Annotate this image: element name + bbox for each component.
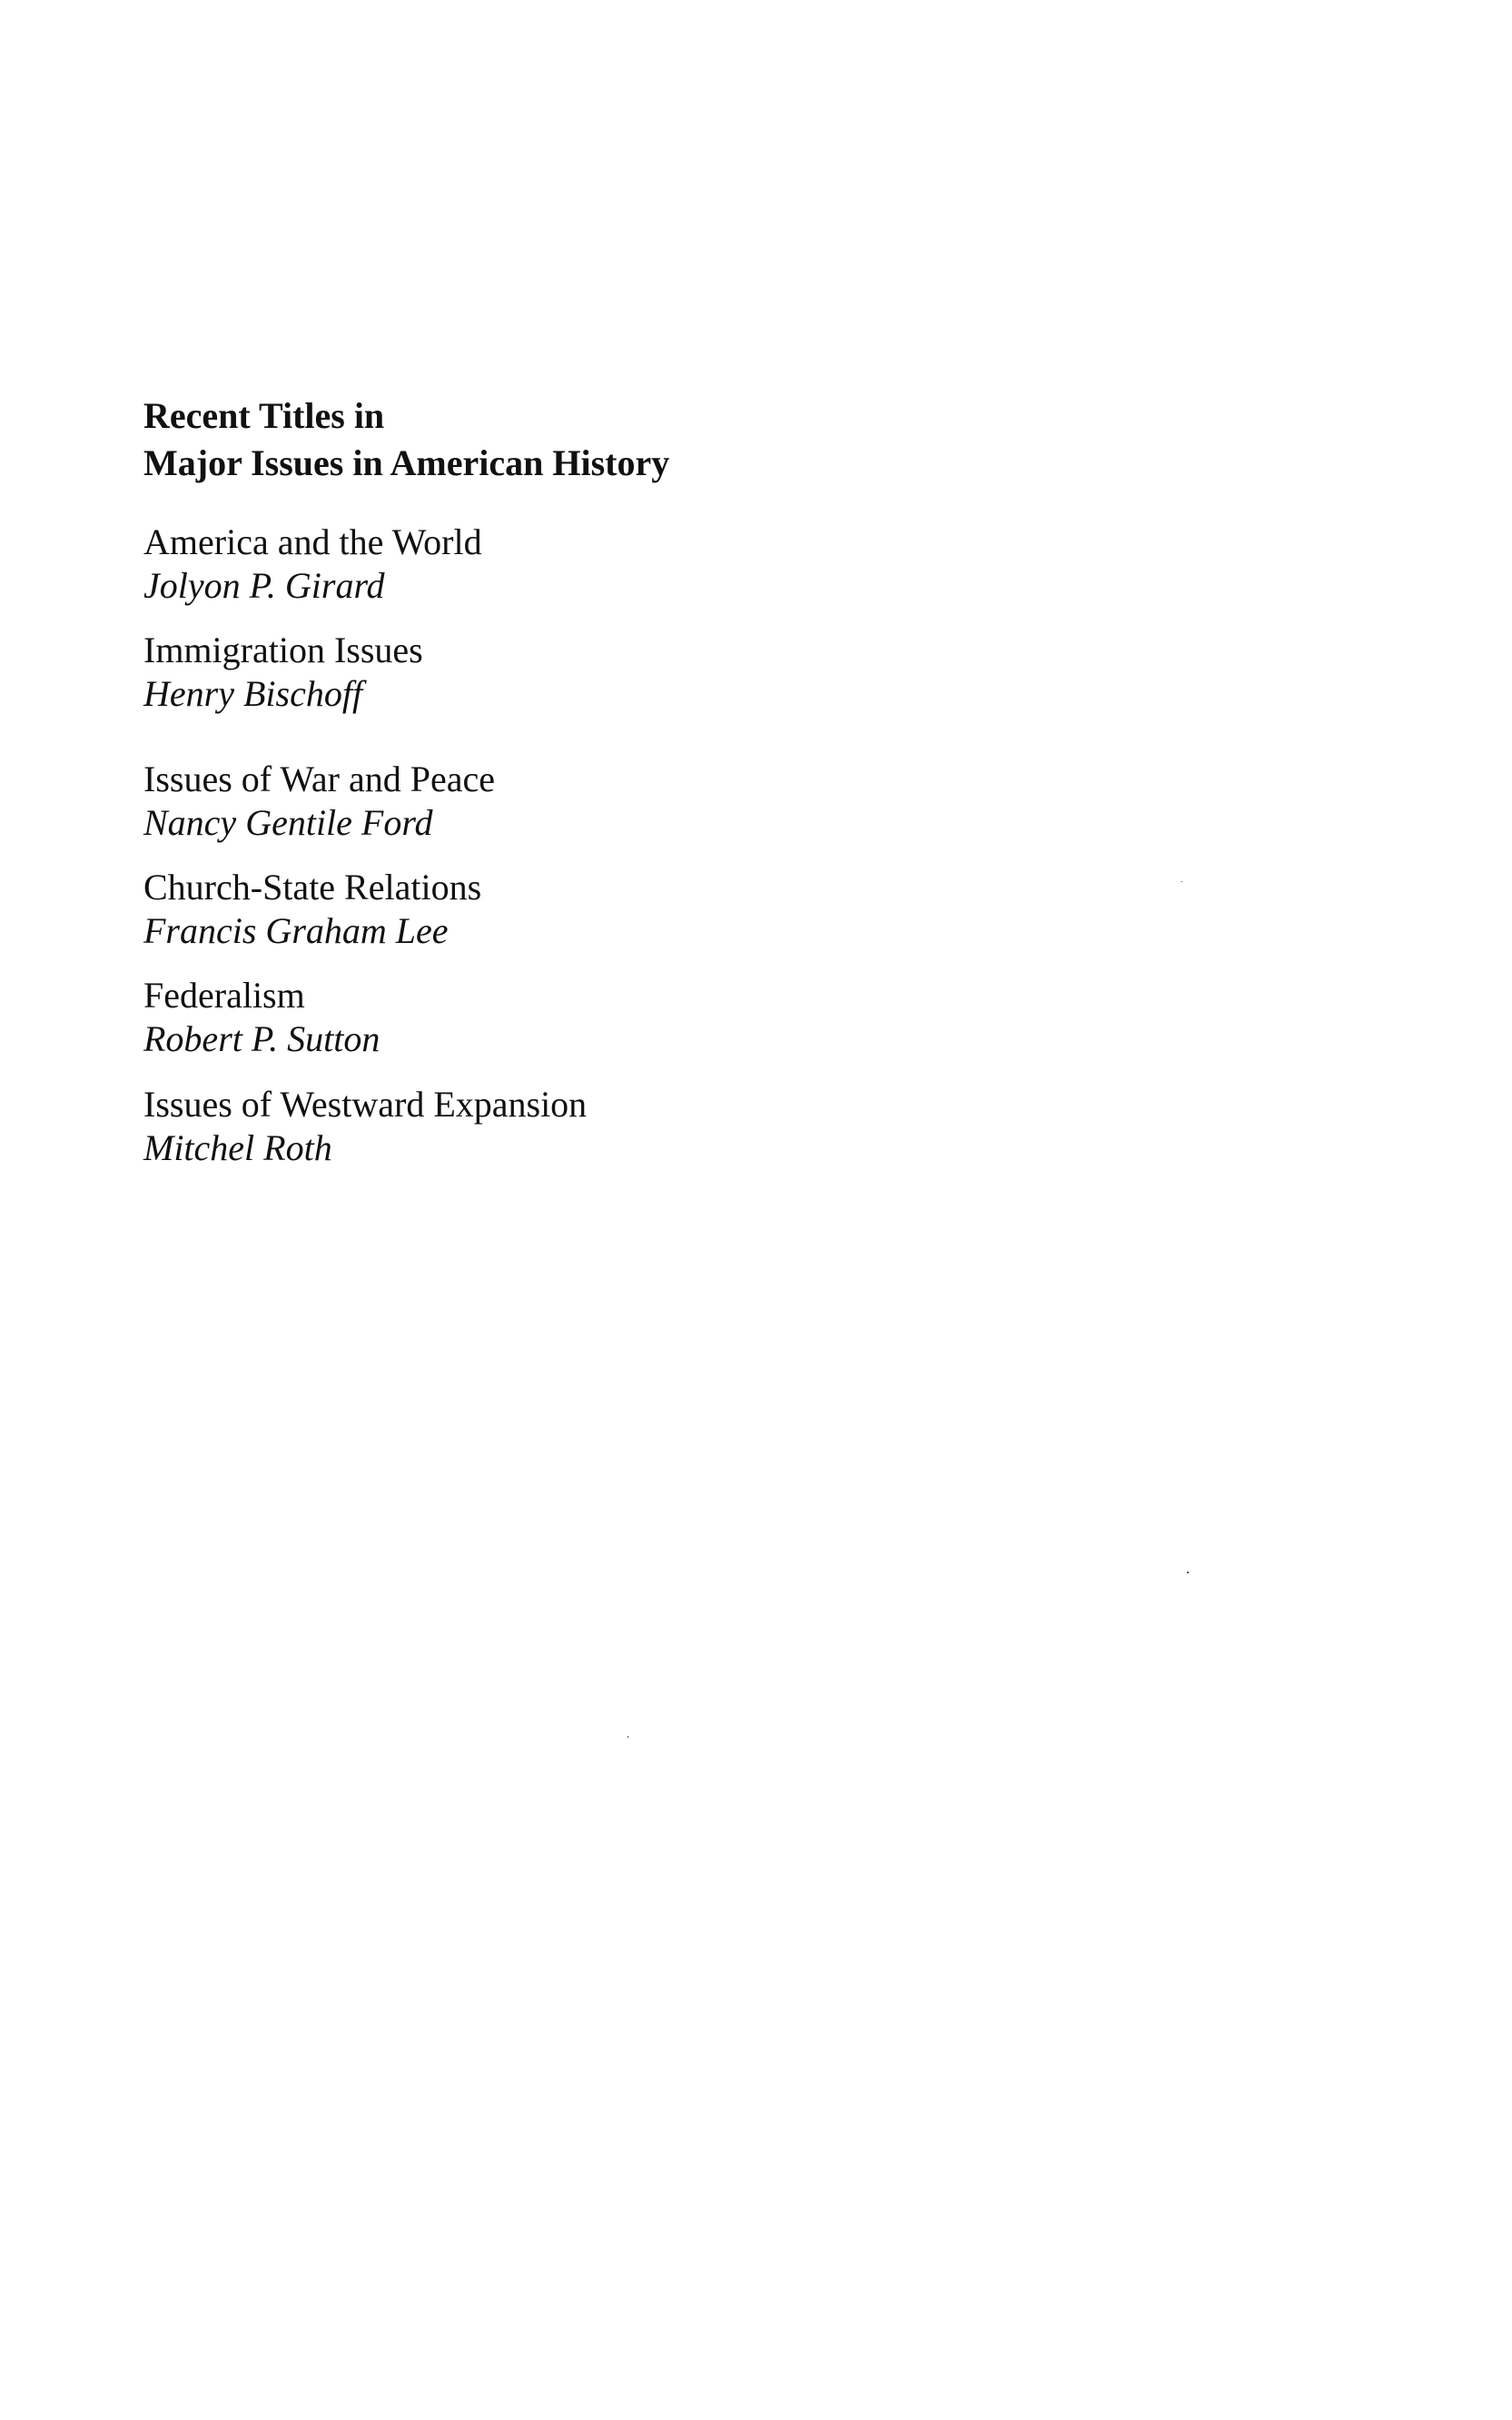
book-title: Immigration Issues	[143, 630, 423, 670]
book-author: Nancy Gentile Ford	[143, 802, 433, 843]
title-entry	[143, 866, 481, 953]
title-entry	[143, 974, 380, 1061]
book-author: Henry Bischoff	[143, 673, 363, 714]
book-title: Church-State Relations	[143, 867, 482, 908]
book-author: Robert P. Sutton	[143, 1018, 380, 1059]
scan-speck	[1181, 881, 1182, 882]
book-author: Mitchel Roth	[143, 1127, 332, 1168]
scan-speck	[1187, 1572, 1189, 1573]
book-title: Issues of War and Peace	[143, 759, 496, 799]
series-heading-line-1: Recent Titles in	[143, 395, 385, 436]
title-entry	[143, 758, 495, 845]
title-entry	[143, 521, 482, 608]
book-title: Issues of Westward Expansion	[143, 1084, 588, 1125]
book-author: Jolyon P. Girard	[143, 565, 385, 606]
book-author: Francis Graham Lee	[143, 910, 449, 951]
series-heading-line-2: Major Issues in American History	[143, 442, 670, 483]
series-heading	[143, 392, 669, 487]
book-title: America and the World	[143, 521, 482, 562]
title-entry	[143, 1083, 587, 1170]
book-title: Federalism	[143, 975, 305, 1016]
title-entry	[143, 629, 423, 716]
